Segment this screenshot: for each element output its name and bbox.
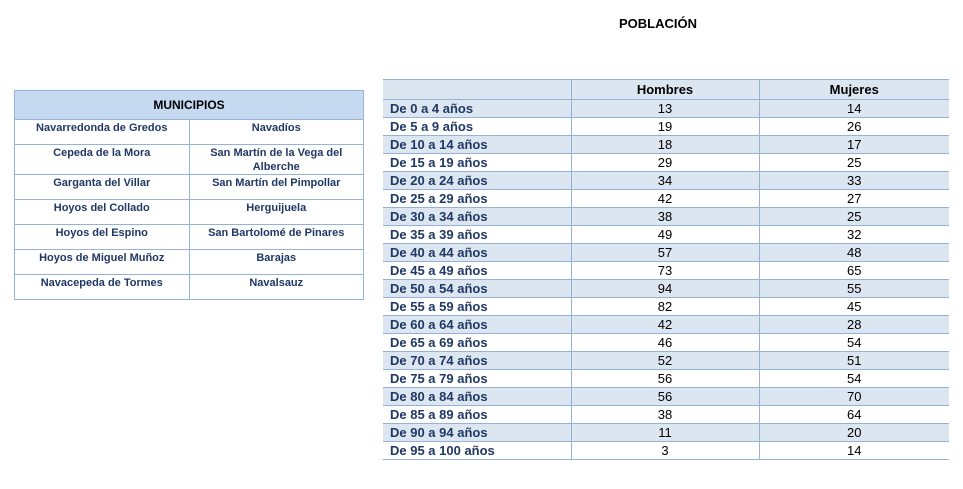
mujeres-cell: 45 (759, 298, 949, 316)
age-range-cell: De 70 a 74 años (383, 352, 571, 370)
age-range-cell: De 80 a 84 años (383, 388, 571, 406)
mujeres-cell: 33 (759, 172, 949, 190)
poblacion-table (383, 79, 949, 460)
hombres-cell: 94 (571, 280, 759, 298)
municipio-cell: Barajas (189, 250, 364, 275)
age-range-cell: De 55 a 59 años (383, 298, 571, 316)
table-row (383, 262, 949, 280)
table-row (383, 334, 949, 352)
municipios-header-row (15, 91, 364, 120)
municipio-cell: San Martín del Pimpollar (189, 175, 364, 200)
mujeres-cell: 65 (759, 262, 949, 280)
mujeres-cell: 70 (759, 388, 949, 406)
table-row (383, 280, 949, 298)
hombres-cell: 38 (571, 208, 759, 226)
age-range-cell: De 85 a 89 años (383, 406, 571, 424)
municipio-cell: Herguijuela (189, 200, 364, 225)
mujeres-cell: 26 (759, 118, 949, 136)
age-range-cell: De 60 a 64 años (383, 316, 571, 334)
mujeres-cell: 14 (759, 100, 949, 118)
table-row (15, 275, 364, 300)
mujeres-cell: 54 (759, 334, 949, 352)
table-row (383, 100, 949, 118)
age-range-cell: De 25 a 29 años (383, 190, 571, 208)
age-range-cell: De 95 a 100 años (383, 442, 571, 460)
municipio-cell: Garganta del Villar (15, 175, 190, 200)
table-row (383, 136, 949, 154)
page-title: POBLACIÓN (619, 16, 697, 31)
hombres-cell: 3 (571, 442, 759, 460)
age-range-cell: De 40 a 44 años (383, 244, 571, 262)
mujeres-cell: 64 (759, 406, 949, 424)
mujeres-cell: 48 (759, 244, 949, 262)
mujeres-cell: 20 (759, 424, 949, 442)
table-row (15, 250, 364, 275)
hombres-cell: 42 (571, 190, 759, 208)
hombres-cell: 56 (571, 388, 759, 406)
age-range-cell: De 35 a 39 años (383, 226, 571, 244)
age-range-cell: De 5 a 9 años (383, 118, 571, 136)
age-range-cell: De 10 a 14 años (383, 136, 571, 154)
mujeres-cell: 17 (759, 136, 949, 154)
table-row (15, 145, 364, 175)
age-range-cell: De 45 a 49 años (383, 262, 571, 280)
municipio-cell: Navacepeda de Tormes (15, 275, 190, 300)
table-row (383, 244, 949, 262)
hombres-cell: 52 (571, 352, 759, 370)
age-range-cell: De 30 a 34 años (383, 208, 571, 226)
hombres-cell: 19 (571, 118, 759, 136)
municipio-cell: Navadíos (189, 120, 364, 145)
age-range-cell: De 15 a 19 años (383, 154, 571, 172)
hombres-cell: 56 (571, 370, 759, 388)
age-range-cell: De 20 a 24 años (383, 172, 571, 190)
table-row (383, 172, 949, 190)
mujeres-cell: 27 (759, 190, 949, 208)
mujeres-cell: 25 (759, 154, 949, 172)
age-range-cell: De 0 a 4 años (383, 100, 571, 118)
hombres-cell: 49 (571, 226, 759, 244)
hombres-cell: 18 (571, 136, 759, 154)
mujeres-cell: 32 (759, 226, 949, 244)
hombres-cell: 57 (571, 244, 759, 262)
municipio-cell: Hoyos del Espino (15, 225, 190, 250)
mujeres-column-header: Mujeres (759, 80, 949, 100)
hombres-cell: 73 (571, 262, 759, 280)
municipios-header: MUNICIPIOS (15, 91, 364, 120)
municipio-cell: Cepeda de la Mora (15, 145, 190, 175)
municipio-cell: San Martín de la Vega del Alberche (189, 145, 364, 175)
table-row (15, 200, 364, 225)
hombres-cell: 11 (571, 424, 759, 442)
table-row (383, 316, 949, 334)
table-row (383, 406, 949, 424)
table-row (383, 118, 949, 136)
municipio-cell: San Bartolomé de Pinares (189, 225, 364, 250)
table-row (383, 298, 949, 316)
table-row (383, 370, 949, 388)
hombres-cell: 46 (571, 334, 759, 352)
mujeres-cell: 51 (759, 352, 949, 370)
table-row (383, 388, 949, 406)
mujeres-cell: 28 (759, 316, 949, 334)
age-range-cell: De 50 a 54 años (383, 280, 571, 298)
hombres-cell: 38 (571, 406, 759, 424)
table-row (15, 120, 364, 145)
municipio-cell: Navarredonda de Gredos (15, 120, 190, 145)
table-row (383, 442, 949, 460)
hombres-cell: 42 (571, 316, 759, 334)
municipio-cell: Navalsauz (189, 275, 364, 300)
table-row (383, 424, 949, 442)
municipios-table (14, 90, 364, 300)
table-row (383, 352, 949, 370)
hombres-cell: 29 (571, 154, 759, 172)
hombres-cell: 13 (571, 100, 759, 118)
table-row (383, 154, 949, 172)
table-row (15, 175, 364, 200)
age-range-cell: De 65 a 69 años (383, 334, 571, 352)
table-row (383, 190, 949, 208)
table-row (15, 225, 364, 250)
age-range-cell: De 75 a 79 años (383, 370, 571, 388)
mujeres-cell: 25 (759, 208, 949, 226)
table-row (383, 208, 949, 226)
mujeres-cell: 55 (759, 280, 949, 298)
hombres-cell: 34 (571, 172, 759, 190)
municipio-cell: Hoyos del Collado (15, 200, 190, 225)
mujeres-cell: 14 (759, 442, 949, 460)
table-row (383, 226, 949, 244)
age-range-cell: De 90 a 94 años (383, 424, 571, 442)
municipio-cell: Hoyos de Miguel Muñoz (15, 250, 190, 275)
poblacion-header-row (383, 80, 949, 100)
hombres-cell: 82 (571, 298, 759, 316)
hombres-column-header: Hombres (571, 80, 759, 100)
mujeres-cell: 54 (759, 370, 949, 388)
age-column-header (383, 80, 571, 100)
